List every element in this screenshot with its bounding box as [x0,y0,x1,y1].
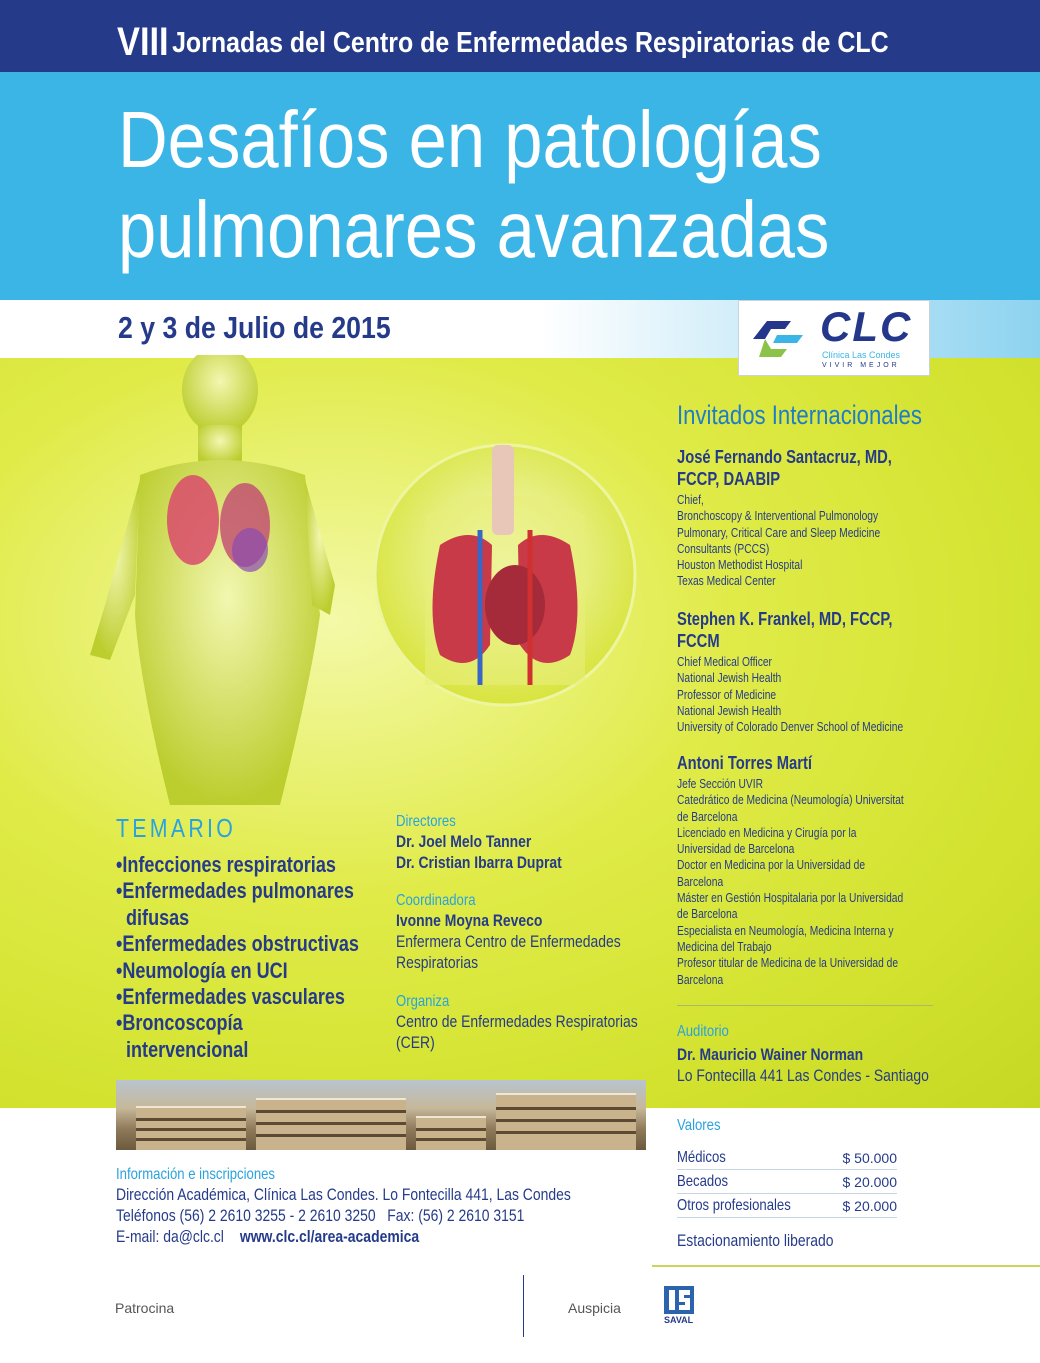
price-category: Becados [677,1172,729,1190]
prices-table [677,1146,897,1218]
footer-separator [523,1275,524,1337]
logo-name: CLC [820,303,913,350]
temario-item: •Infecciones respiratorias [116,852,336,877]
guest-name: José Fernando Santacruz, MD, [677,447,892,467]
price-value: $ 50.000 [842,1149,897,1166]
event-name: Jornadas del Centro de Enfermedades Respiratorias de CLC [172,27,889,59]
price-row [677,1170,897,1194]
info-block [116,1166,571,1247]
guest-name: Antoni Torres Martí [677,753,813,773]
directors-label: Directores [396,813,456,830]
event-date: 2 y 3 de Julio de 2015 [118,310,391,345]
coordinator-block [396,892,621,973]
clc-mark-icon [747,311,811,367]
temario-item: •Neumología en UCI [116,957,288,983]
guest-detail: Pulmonary, Critical Care and Sleep Medicine [677,525,881,540]
guest-detail: Especialista en Neumología, Medicina Interna y [677,923,894,938]
temario-item: •Broncoscopía [116,1010,243,1036]
organizer-line: Centro de Enfermedades Respiratorias [396,1012,638,1031]
guest-detail: Consultants (PCCS) [677,541,770,556]
guest-name: FCCM [677,631,720,651]
title-line-2: pulmonares avanzadas [118,185,830,274]
saval-logo-text: SAVAL [664,1315,694,1325]
guest-detail: National Jewish Health [677,671,782,686]
body-figure [90,355,335,805]
logo-subtitle: Clínica Las Condes [822,350,901,360]
venue-label: Auditorio [677,1023,729,1040]
info-address: Dirección Académica, Clínica Las Condes. Lo Fontecilla 441, Las Condes [116,1185,571,1204]
price-value: $ 20.000 [842,1173,897,1190]
guest-detail: Chief Medical Officer [677,655,772,669]
director-name: Dr. Cristian Ibarra Duprat [396,853,562,872]
price-row [677,1194,897,1218]
venue-name: Dr. Mauricio Wainer Norman [677,1045,864,1064]
info-contact [116,1226,571,1247]
saval-logo [658,1286,698,1328]
organizer-label: Organiza [396,993,450,1010]
guest-detail: Chief, [677,493,704,507]
guest-name: Stephen K. Frankel, MD, FCCP, [677,609,893,629]
guest-2 [677,608,903,735]
prices-label: Valores [677,1117,721,1134]
coordinator-role: Respiratorias [396,953,479,972]
guest-detail: Jefe Sección UVIR [677,777,764,791]
guest-detail: National Jewish Health [677,703,782,718]
info-website[interactable]: www.clc.cl/area-academica [239,1227,420,1246]
temario-item: •Enfermedades obstructivas [116,931,359,957]
guest-detail: Barcelona [677,874,724,889]
info-label: Información e inscripciones [116,1166,275,1183]
venue-address: Lo Fontecilla 441 Las Condes - Santiago [677,1066,929,1085]
temario-item: intervencional [116,1036,249,1062]
event-heading [117,22,889,62]
guests-heading: Invitados Internacionales [677,400,922,430]
guest-detail: de Barcelona [677,809,738,824]
parking-note: Estacionamiento liberado [677,1231,834,1250]
info-email[interactable]: E-mail: da@clc.cl [116,1227,224,1246]
organizer-line: (CER) [396,1033,435,1052]
guest-detail: de Barcelona [677,907,738,922]
price-value: $ 20.000 [842,1197,897,1214]
anatomy-illustration [80,355,640,805]
guests-divider [677,1005,933,1006]
guest-detail: Medicina del Trabajo [677,939,772,954]
logo-tagline: VIVIR MEJOR [822,362,900,369]
venue-block [677,1023,929,1086]
guest-1 [677,446,892,590]
guest-detail: Houston Methodist Hospital [677,558,803,573]
lungs-inset [375,445,635,705]
coordinator-label: Coordinadora [396,892,476,909]
guest-name: FCCP, DAABIP [677,469,781,489]
temario-item: •Enfermedades vasculares [116,984,345,1010]
organizer-block [396,993,638,1053]
guest-detail: Bronchoscopy & Interventional Pulmonology [677,509,879,524]
temario-list [116,852,359,1063]
price-category: Médicos [677,1148,726,1166]
auspice-label: Auspicia [568,1300,621,1316]
guest-detail: Licenciado en Medicina y Cirugía por la [677,825,857,840]
coordinator-name: Ivonne Moyna Reveco [396,911,543,930]
director-name: Dr. Joel Melo Tanner [396,832,532,851]
info-phones: Teléfonos (56) 2 2610 3255 - 2 2610 3250 Fax: (56) 2 2610 3151 [116,1206,525,1225]
price-category: Otros profesionales [677,1196,791,1214]
sponsor-label: Patrocina [115,1300,175,1316]
price-row [677,1146,897,1170]
coordinator-role: Enfermera Centro de Enfermedades [396,932,621,951]
guest-detail: Máster en Gestión Hospitalaria por la Universidad [677,891,904,906]
guest-detail: Doctor en Medicina por la Universidad de [677,858,866,873]
clinic-buildings-photo [116,1080,646,1150]
guest-detail: Professor of Medicine [677,687,777,702]
temario-heading: TEMARIO [116,813,237,843]
guest-detail: Universidad de Barcelona [677,842,795,857]
guest-detail: Profesor titular de Medicina de la Universidad de [677,956,899,971]
title-line-1: Desafíos en patologías [118,95,822,184]
temario-item: •Enfermedades pulmonares [116,878,354,904]
guest-detail: Barcelona [677,972,724,987]
guest-detail: University of Colorado Denver School of Medicine [677,720,904,735]
temario-item: difusas [116,904,190,930]
guest-detail: Texas Medical Center [677,574,776,589]
guest-detail: Catedrático de Medicina (Neumología) Universitat [677,793,904,808]
edition-number: VIII [117,20,169,64]
footer-rule [652,1265,1040,1267]
directors-block [396,813,562,873]
guest-3 [677,752,904,988]
